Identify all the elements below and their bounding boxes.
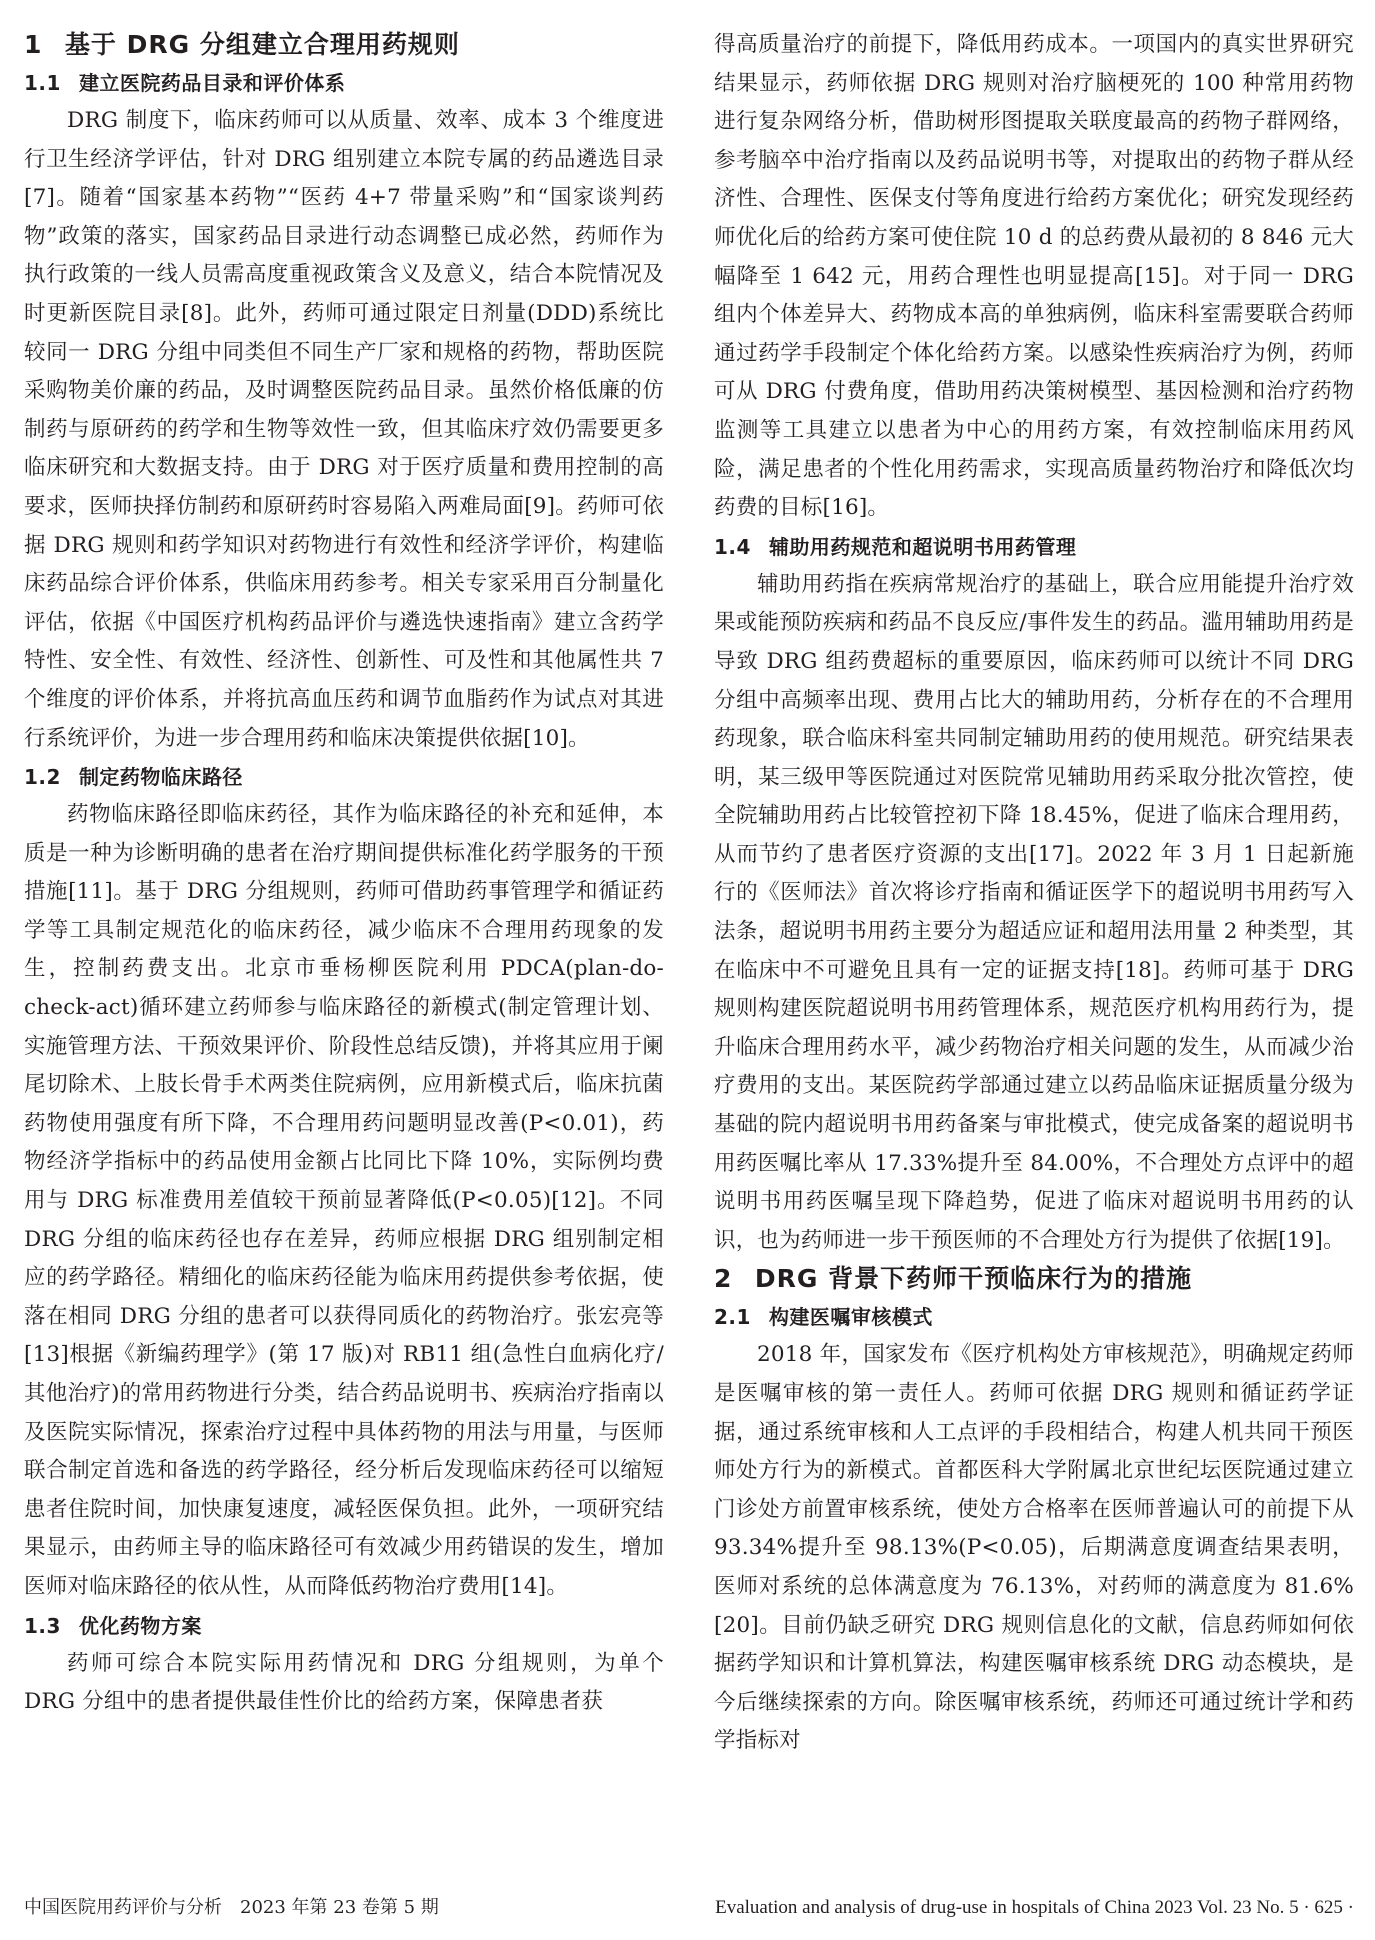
paragraph-continued: 得高质量治疗的前提下，降低用药成本。一项国内的真实世界研究结果显示，药师依据 DRG 规则对治疗脑梗死的 100 种常用药物进行复杂网络分析，借助树形图提取关联度最高的药物子群网络，参考脑卒中治疗指南以及药品说明书等，对提取出的药物子群从经济性、合理性、医保支付等角度进行给药方案优化；研究发现经药师优化后的给药方案可使住院 10 d 的总药费从最初的 8 846 元大幅降至 1 642 元，用药合理性也明显提高[15]。对于同一 DRG 组内个体差异大、药物成本高的单独病例，临床科室需要联合药师通过药学手段制定个体化给药方案。以感染性疾病治疗为例，药师可从 DRG 付费角度，借助用药决策树模型、基因检测和治疗药物监测等工具建立以患者为中心的用药方案，有效控制临床用药风险，满足患者的个性化用药需求，实现高质量药物治疗和降低次均药费的目标[16]。 xyxy=(714,32,1354,521)
journal-name-cn: 中国医院用药评价与分析 2023 年第 23 卷第 5 期 xyxy=(24,1897,439,1918)
paragraph: 药师可综合本院实际用药情况和 DRG 分组规则，为单个 DRG 分组中的患者提供最佳性价比的给药方案，保障患者获 xyxy=(24,1650,664,1715)
section-heading-1 xyxy=(24,26,664,64)
section-heading-2 xyxy=(714,1260,1354,1298)
section-number: 2 xyxy=(714,1264,733,1294)
section-title: 基于 DRG 分组建立合理用药规则 xyxy=(64,30,460,59)
subsection-number: 1.4 xyxy=(714,534,751,559)
journal-name-en: Evaluation and analysis of drug-use in hospitals of China 2023 Vol. 23 No. 5 · 625 · xyxy=(715,1897,1354,1918)
subsection-number: 1.2 xyxy=(24,765,61,790)
subsection-title: 构建医嘱审核模式 xyxy=(768,1305,933,1330)
subsection-heading-1-1 xyxy=(24,64,664,102)
paragraph: DRG 制度下，临床药师可以从质量、效率、成本 3 个维度进行卫生经济学评估，针对 DRG 组别建立本院专属的药品遴选目录[7]。随着“国家基本药物”“医药 4+7 带量采购”和“国家谈判药物”政策的落实，国家药品目录进行动态调整已成必然，药师作为执行政策的一线人员需高度重视政策含义及意义，结合本院情况及时更新医院目录[8]。此外，药师可通过限定日剂量(DDD)系统比较同一 DRG 分组中同类但不同生产厂家和规格的药物，帮助医院采购物美价廉的药品，及时调整医院药品目录。虽然价格低廉的仿制药与原研药的药学和生物等效性一致，但其临床疗效仍需要更多临床研究和大数据支持。由于 DRG 对于医疗质量和费用控制的高要求，医师抉择仿制药和原研药时容易陷入两难局面[9]。药师可依据 DRG 规则和药学知识对药物进行有效性和经济学评价，构建临床药品综合评价体系，供临床用药参考。相关专家采用百分制量化评估，依据《中国医疗机构药品评价与遴选快速指南》建立含药学特性、安全性、有效性、经济性、创新性、可及性和其他属性共 7 个维度的评价体系，并将抗高血压药和调节血脂药作为试点对其进行系统评价，为进一步合理用药和临床决策提供依据[10]。 xyxy=(24,108,664,751)
subsection-heading-1-4 xyxy=(714,528,1354,566)
left-column xyxy=(24,26,664,1722)
subsection-title: 辅助用药规范和超说明书用药管理 xyxy=(768,534,1077,559)
subsection-number: 1.1 xyxy=(24,71,61,95)
subsection-number: 1.3 xyxy=(24,1613,61,1638)
subsection-title: 优化药物方案 xyxy=(78,1613,202,1638)
section-number: 1 xyxy=(24,30,43,59)
subsection-heading-1-2 xyxy=(24,758,664,796)
paragraph: 2018 年，国家发布《医疗机构处方审核规范》，明确规定药师是医嘱审核的第一责任人。药师可依据 DRG 规则和循证药学证据，通过系统审核和人工点评的手段相结合，构建人机共同干预医师处方行为的新模式。首都医科大学附属北京世纪坛医院通过建立门诊处方前置审核系统，使处方合格率在医师普遍认可的前提下从 93.34%提升至 98.13%(P<0.05)，后期满意度调查结果表明，医师对系统的总体满意度为 76.13%，对药师的满意度为 81.6%[20]。目前仍缺乏研究 DRG 规则信息化的文献，信息药师如何依据药学知识和计算机算法，构建医嘱审核系统 DRG 动态模块，是今后继续探索的方向。除医嘱审核系统，药师还可通过统计学和药学指标对 xyxy=(714,1342,1354,1754)
subsection-heading-2-1 xyxy=(714,1298,1354,1336)
paragraph: 辅助用药指在疾病常规治疗的基础上，联合应用能提升治疗效果或能预防疾病和药品不良反应/事件发生的药品。滥用辅助用药是导致 DRG 组药费超标的重要原因，临床药师可以统计不同 DRG 分组中高频率出现、费用占比大的辅助用药，分析存在的不合理用药现象，联合临床科室共同制定辅助用药的使用规范。研究结果表明，某三级甲等医院通过对医院常见辅助用药采取分批次管控，使全院辅助用药占比较管控初下降 18.45%，促进了临床合理用药，从而节约了患者医疗资源的支出[17]。2022 年 3 月 1 日起新施行的《医师法》首次将诊疗指南和循证医学下的超说明书用药写入法条，超说明书用药主要分为超适应证和超用法用量 2 种类型，其在临床中不可避免且具有一定的证据支持[18]。药师可基于 DRG 规则构建医院超说明书用药管理体系，规范医疗机构用药行为，提升临床合理用药水平，减少药物治疗相关问题的发生，从而减少治疗费用的支出。某医院药学部通过建立以药品临床证据质量分级为基础的院内超说明书用药备案与审批模式，使完成备案的超说明书用药医嘱比率从 17.33%提升至 84.00%，不合理处方点评中的超说明书用药医嘱呈现下降趋势，促进了临床对超说明书用药的认识，也为药师进一步干预医师的不合理处方行为提供了依据[19]。 xyxy=(714,571,1354,1253)
right-column xyxy=(714,26,1354,1761)
paragraph: 药物临床路径即临床药径，其作为临床路径的补充和延伸，本质是一种为诊断明确的患者在治疗期间提供标准化药学服务的干预措施[11]。基于 DRG 分组规则，药师可借助药事管理学和循证药学等工具制定规范化的临床药径，减少临床不合理用药现象的发生，控制药费支出。北京市垂杨柳医院利用 PDCA(plan-do-check-act)循环建立药师参与临床路径的新模式(制定管理计划、实施管理方法、干预效果评价、阶段性总结反馈)，并将其应用于阑尾切除术、上肢长骨手术两类住院病例，应用新模式后，临床抗菌药物使用强度有所下降，不合理用药问题明显改善(P<0.01)，药物经济学指标中的药品使用金额占比同比下降 10%，实际例均费用与 DRG 标准费用差值较干预前显著降低(P<0.05)[12]。不同 DRG 分组的临床药径也存在差异，药师应根据 DRG 组别制定相应的药学路径。精细化的临床药径能为临床用药提供参考依据，使落在相同 DRG 分组的患者可以获得同质化的药物治疗。张宏亮等[13]根据《新编药理学》(第 17 版)对 RB11 组(急性白血病化疗/其他治疗)的常用药物进行分类，结合药品说明书、疾病治疗指南以及医院实际情况，探索治疗过程中具体药物的用法与用量，与医师联合制定首选和备选的药学路径，经分析后发现临床药径可以缩短患者住院时间，加快康复速度，减轻医保负担。此外，一项研究结果显示，由药师主导的临床路径可有效减少用药错误的发生，增加医师对临床路径的依从性，从而降低药物治疗费用[14]。 xyxy=(24,802,664,1599)
subsection-number: 2.1 xyxy=(714,1305,751,1330)
subsection-title: 建立医院药品目录和评价体系 xyxy=(78,71,346,95)
subsection-heading-1-3 xyxy=(24,1607,664,1645)
subsection-title: 制定药物临床路径 xyxy=(78,765,243,790)
section-title: DRG 背景下药师干预临床行为的措施 xyxy=(754,1264,1193,1294)
